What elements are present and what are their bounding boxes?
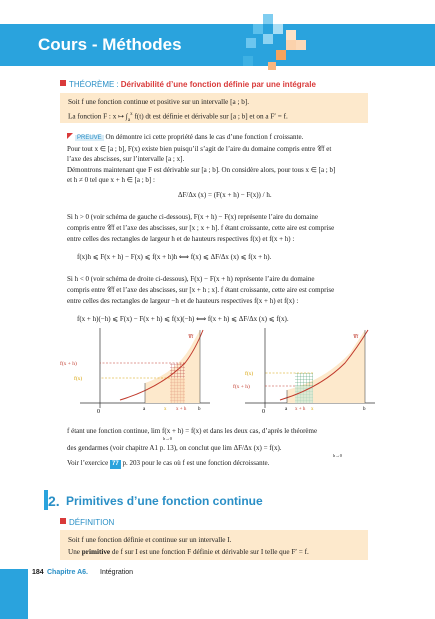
proof-line: entre celles des rectangles de largeur −h et de hauteurs respectives f(x + h) et f(x) : — [67, 297, 299, 305]
label-a-right: a — [285, 407, 288, 412]
label-fxh-right: f(x + h) — [233, 384, 250, 390]
label-fx-right: f(x) — [245, 371, 254, 377]
label-x-right: x — [311, 407, 314, 412]
label-zero-left: 0 — [97, 409, 100, 415]
label-fx-left: f(x) — [74, 376, 83, 382]
section-title: Primitives d’une fonction continue — [66, 494, 263, 508]
figure-right — [233, 328, 375, 415]
label-fxh-left: f(x + h) — [60, 361, 77, 367]
lim-subscript-1: h→0 — [163, 436, 172, 441]
theorem-heading — [60, 80, 316, 89]
definition-bold: primitive — [81, 548, 111, 556]
theorem-title: Dérivabilité d’une fonction définie par une intégrale — [120, 80, 316, 89]
footer-tab — [0, 569, 28, 619]
proof-flag-icon — [67, 133, 73, 139]
conclusion-line-1: f étant une fonction continue, lim f(x + h) = f(x) et dans les deux cas, d’après le théorème — [67, 427, 318, 435]
formula-3: f(x + h)(−h) ⩽ F(x) − F(x + h) ⩽ f(x)(−h) ⟺ f(x + h) ⩽ ΔF/Δx (x) ⩽ f(x). — [77, 315, 289, 323]
integral-lower: a — [127, 117, 131, 123]
definition-pre: Une — [68, 548, 80, 556]
label-xh-left: x + h — [176, 407, 187, 412]
proof-line: Si h > 0 (voir schéma de gauche ci-dessous), F(x + h) − F(x) représente l’aire du domaine — [67, 213, 318, 221]
label-xh-right: x + h — [295, 407, 306, 412]
integral-upper: x — [130, 112, 133, 117]
label-a-left: a — [143, 407, 146, 412]
theorem-label: THÉORÈME : — [69, 80, 119, 89]
definition-post: de f sur I est une fonction F définie et dérivable sur I telle que F′ = f. — [111, 548, 309, 556]
footer-topic: Intégration — [100, 569, 134, 576]
definition-line-1: Soit f une fonction définie et continue sur un intervalle I. — [68, 536, 232, 544]
figure-left — [60, 328, 210, 415]
proof-line: Si h < 0 (voir schéma de droite ci-dessous), F(x) − F(x + h) représente l’aire du domaine — [67, 275, 315, 283]
definition-heading — [60, 518, 114, 527]
definition-line-2 — [68, 547, 309, 557]
theorem-line-2b: f(t) dt est définie et dérivable sur [a ; b] et on a F′ = f. — [134, 112, 288, 121]
theorem-line-1: Soit f une fonction continue et positive sur un intervalle [a ; b]. — [68, 98, 250, 106]
proof-line: On démontre ici cette propriété dans le cas d’une fonction f croissante. — [105, 133, 304, 141]
theorem-line-2a: La fonction F : x ↦ ∫ — [68, 112, 128, 121]
page-number: 184 — [32, 569, 44, 576]
proof-line: et h ≠ 0 tel que x + h ∈ [a ; b] : — [67, 176, 155, 184]
footer-chapter: Chapitre A6. — [47, 569, 88, 576]
label-b-left: b — [198, 407, 201, 412]
lim-subscript-2: h→0 — [333, 453, 342, 458]
proof-line: l’axe des abscisses, sur l’intervalle [a ; x]. — [67, 155, 185, 163]
proof-line: compris entre 𝒞f et l’axe des abscisses, sur [x ; x + h]. f étant croissante, cette aire est comprise — [67, 224, 335, 232]
conclusion-line-2: des gendarmes (voir chapitre A1 p. 13), on conclut que lim ΔF/Δx (x) = f(x). — [67, 444, 282, 452]
exercise-post: p. 203 pour le cas où f est une fonction décroissante. — [122, 459, 270, 467]
proof-line: Démontrons maintenant que F est dérivable sur [a ; b]. On considère alors, pour tous x ∈ [a ; b] — [67, 166, 336, 174]
label-b-right: b — [363, 407, 366, 412]
section-number: 2. — [48, 493, 60, 509]
exercise-line — [67, 459, 269, 469]
formula-2: f(x)h ⩽ F(x + h) − F(x) ⩽ f(x + h)h ⟺ f(x) ⩽ ΔF/Δx (x) ⩽ f(x + h). — [77, 253, 272, 261]
curve-label-left: 𝒞f — [188, 335, 194, 340]
proof-line: Pour tout x ∈ [a ; b], F(x) existe bien puisqu’il s’agit de l’aire du domaine compris entre 𝒞f et — [67, 145, 332, 153]
label-x-left: x — [164, 407, 167, 412]
proof-figures — [60, 328, 380, 418]
proof-first-line — [75, 133, 303, 141]
label-zero-right: 0 — [262, 409, 265, 415]
banner-title: Cours - Méthodes — [38, 35, 182, 54]
formula-1: ΔF/Δx (x) = (F(x + h) − F(x)) / h. — [178, 191, 272, 199]
proof-line: compris entre 𝒞f et l’axe des abscisses, sur [x + h ; x]. f étant croissante, cette aire est comprise — [67, 286, 335, 294]
proof-line: entre celles des rectangles de largeur h et de hauteurs respectives f(x) et f(x + h) : — [67, 235, 295, 243]
theorem-line-2 — [68, 110, 288, 126]
definition-label: DÉFINITION — [69, 518, 115, 527]
curve-label-right: 𝒞f — [353, 335, 359, 340]
exercise-pre: Voir l’exercice — [67, 459, 109, 467]
proof-tag: PREUVE — [77, 135, 102, 141]
exercise-number-link[interactable]: 77 — [112, 461, 119, 467]
